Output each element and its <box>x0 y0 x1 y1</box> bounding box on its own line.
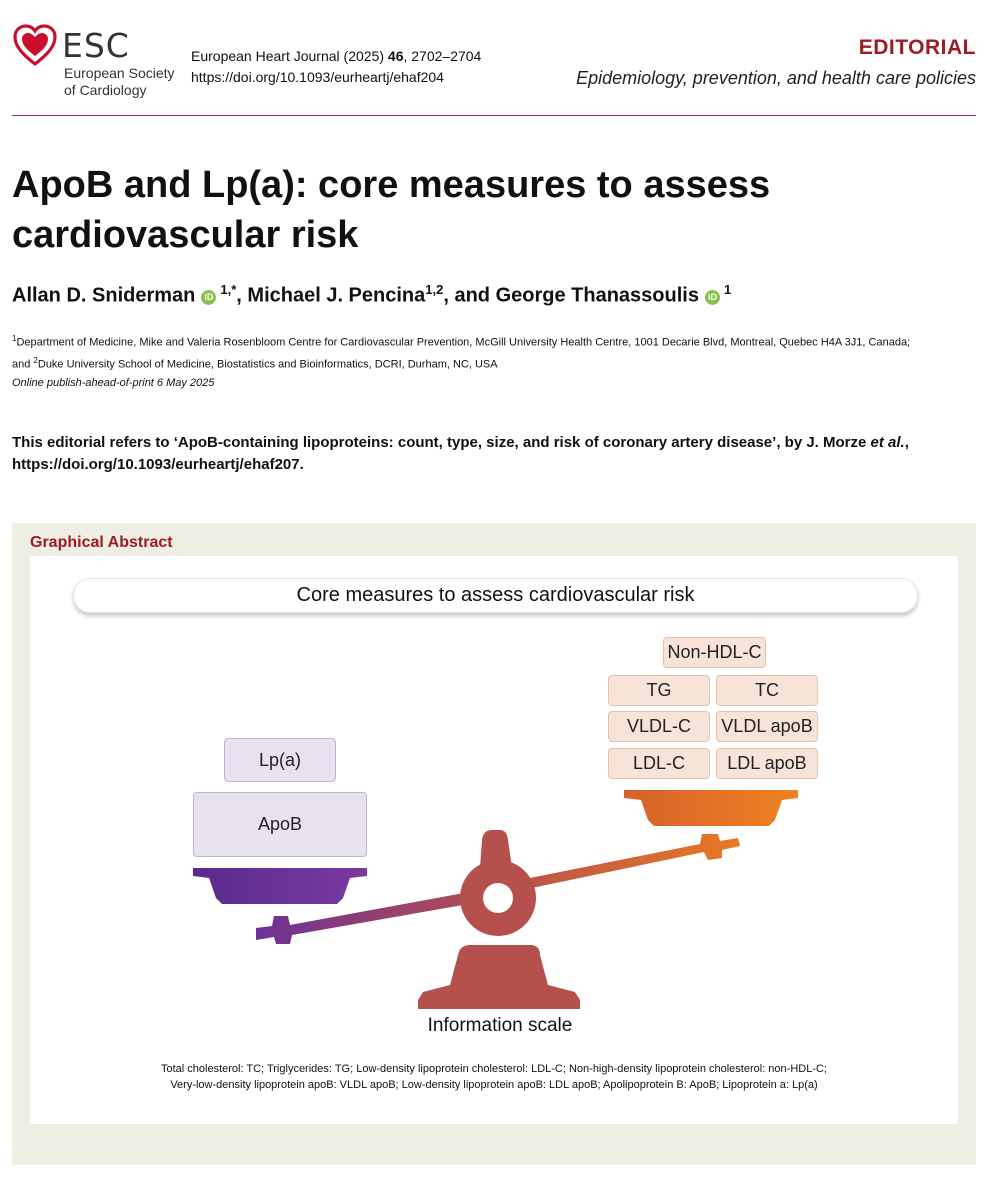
scale-base <box>418 945 580 1009</box>
article-type: EDITORIAL <box>858 36 976 59</box>
esc-wordmark: ESC <box>62 26 130 65</box>
orcid-icon[interactable]: iD <box>201 290 216 305</box>
author-name[interactable]: Allan D. Sniderman <box>12 284 196 307</box>
tg-box: TG <box>608 675 710 706</box>
apob-box: ApoB <box>193 792 367 857</box>
esc-society-name: European Society of Cardiology <box>64 65 175 98</box>
article-title: ApoB and Lp(a): core measures to assess cardiovascular risk <box>12 164 771 256</box>
abbreviation-footnote: Total cholesterol: TC; Triglycerides: TG; Low-density lipoprotein cholesterol: LDL-C; Non-high-density lipoprotein cholesterol: non-HDL-C; Very-low-density lipoprotein apoB: VLDL apoB; Low-density lipoprotein apoB: LDL apoB; Apolipoprotein B: ApoB; Lipoprotein a: Lp(a) <box>160 1063 827 1091</box>
tc-box: TC <box>716 675 818 706</box>
vldl-c-box: VLDL-C <box>608 711 710 742</box>
ldl-c-box: LDL-C <box>608 748 710 779</box>
vldl-apob-box: VLDL apoB <box>716 711 818 742</box>
non-hdl-c-box: Non-HDL-C <box>663 637 766 668</box>
graphical-abstract-label: Graphical Abstract <box>30 534 173 551</box>
graphical-abstract-title: Core measures to assess cardiovascular risk <box>73 578 918 613</box>
author-list: Allan D. Sniderman iD $^{1,*}$, Michael J. Pencina$^{1,2}$, and George Thanassoulis iD $^1$ <box>12 282 732 307</box>
refers-to-note: This editorial refers to ‘ApoB-containing lipoproteins: count, type, size, and risk of coronary artery disease’, by J. Morze et al., https://doi.org/10.1093/eurheartj/ehaf207. <box>12 434 909 473</box>
journal-citation: European Heart Journal (2025) 46, 2702–2704 https://doi.org/10.1093/eurheartj/ehaf204 <box>191 46 481 88</box>
lpa-box: Lp(a) <box>224 738 336 782</box>
doi-link[interactable]: https://doi.org/10.1093/eurheartj/ehaf204 <box>191 69 444 85</box>
refers-doi-link[interactable]: , https://doi.org/10.1093/eurheartj/ehaf207. <box>12 434 909 473</box>
right-scale-pan <box>624 790 798 826</box>
author-name[interactable]: Michael J. Pencina <box>247 284 426 307</box>
article-section: Epidemiology, prevention, and health care policies <box>576 68 976 88</box>
information-scale-label: Information scale <box>427 1015 573 1036</box>
affiliations: $^1$Department of Medicine, Mike and Valeria Rosenbloom Centre for Cardiovascular Prevention, McGill University Health Centre, 1001 Decarie Blvd, Montreal, Quebec H4A 3J1, Canada; and $^2$Duke University School of Medicine, Biostatistics and Bioinformatics, DCRI, Durham, NC, USA <box>12 334 911 371</box>
publish-date: Online publish-ahead-of-print 6 May 2025 <box>12 377 215 389</box>
ldl-apob-box: LDL apoB <box>716 748 818 779</box>
scale-pivot-hole <box>483 883 513 913</box>
left-scale-pan <box>193 868 367 904</box>
author-name[interactable]: George Thanassoulis <box>495 284 699 307</box>
orcid-icon[interactable]: iD <box>705 290 720 305</box>
